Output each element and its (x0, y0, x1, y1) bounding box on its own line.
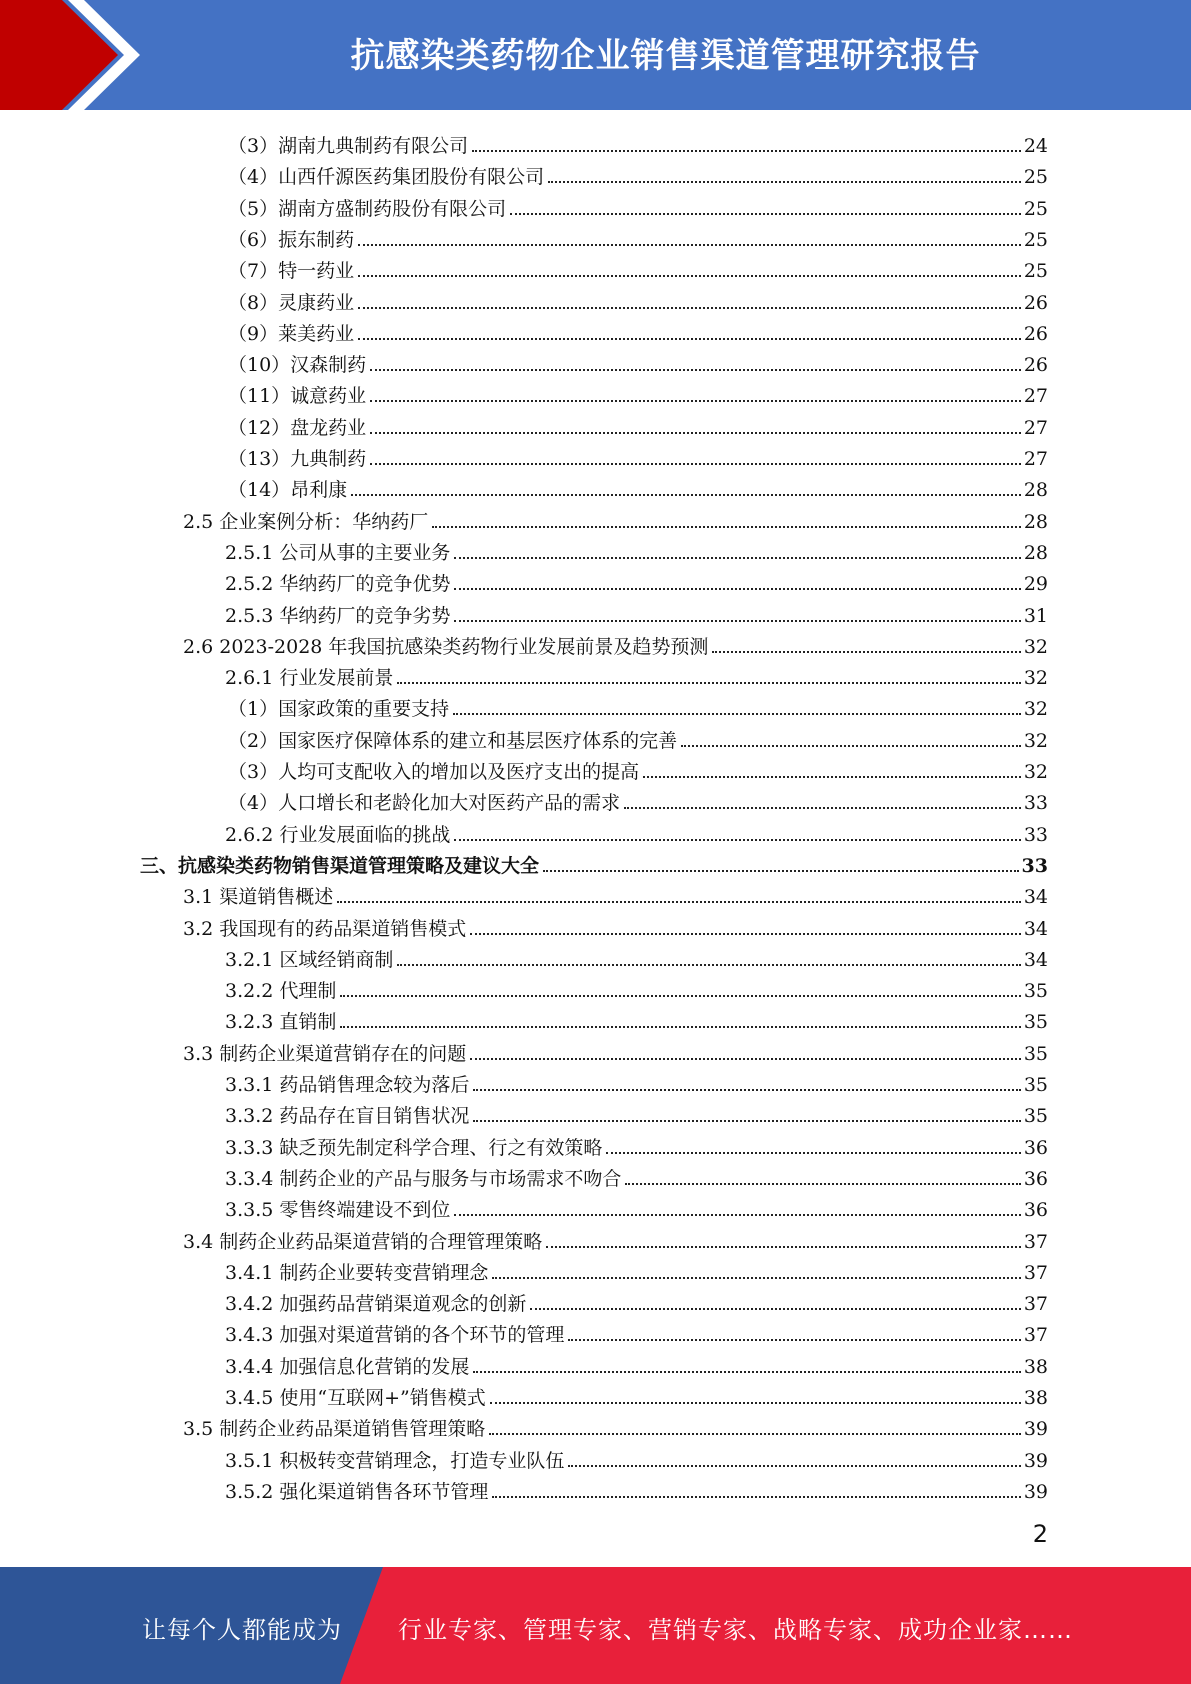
toc-entry-title: 2.5 企业案例分析：华纳药厂 (183, 510, 429, 533)
toc-dot-leader (370, 399, 1021, 402)
toc-dot-leader (643, 775, 1021, 778)
toc-dot-leader (712, 650, 1020, 653)
toc-entry-page: 39 (1023, 1480, 1048, 1503)
toc-dot-leader (358, 243, 1021, 246)
toc-entry-page: 33 (1023, 823, 1048, 846)
toc-entry-title: 2.5.3 华纳药厂的竞争劣势 (225, 604, 451, 627)
toc-entry[interactable] (225, 1129, 1048, 1160)
toc-entry-page: 33 (1021, 854, 1048, 877)
toc-entry-page: 26 (1023, 291, 1048, 314)
toc-dot-leader (454, 1213, 1020, 1216)
toc-entry-page: 37 (1023, 1261, 1048, 1284)
toc-entry-title: 3.3.1 药品销售理念较为落后 (225, 1074, 470, 1096)
toc-entry-title: 2.5.1 公司从事的主要业务 (225, 541, 451, 564)
toc-entry[interactable] (228, 722, 1048, 753)
toc-entry-page: 32 (1023, 729, 1048, 752)
toc-entry[interactable] (228, 158, 1048, 189)
toc-dot-leader (358, 337, 1021, 340)
toc-dot-leader (454, 838, 1020, 841)
toc-entry[interactable] (225, 659, 1048, 690)
toc-entry[interactable] (228, 221, 1048, 252)
toc-entry-page: 32 (1023, 667, 1048, 690)
toc-entry[interactable] (228, 784, 1048, 815)
toc-entry-page: 27 (1023, 448, 1048, 470)
toc-entry-page: 26 (1023, 354, 1048, 377)
toc-entry-title: （9）莱美药业 (228, 322, 355, 345)
toc-entry-title: 3.3.2 药品存在盲目销售状况 (225, 1105, 470, 1128)
toc-entry[interactable] (225, 1316, 1048, 1347)
toc-entry-title: 3.2 我国现有的药品渠道销售模式 (183, 917, 467, 940)
toc-entry-title: （5）湖南方盛制药股份有限公司 (228, 197, 507, 220)
toc-entry[interactable] (228, 315, 1048, 346)
toc-entry[interactable] (225, 565, 1048, 596)
toc-entry-title: 3.5.1 积极转变营销理念，打造专业队伍 (225, 1449, 565, 1472)
toc-dot-leader (370, 431, 1021, 434)
toc-dot-leader (492, 1495, 1020, 1498)
toc-dot-leader (473, 1370, 1020, 1373)
toc-entry[interactable] (183, 910, 1048, 941)
toc-entry-page: 38 (1023, 1355, 1048, 1378)
toc-entry-title: （8）灵康药业 (228, 291, 355, 314)
toc-entry-page: 26 (1023, 322, 1048, 345)
toc-dot-leader (624, 806, 1021, 809)
toc-entry-page: 34 (1023, 886, 1048, 909)
toc-entry-title: 3.2.2 代理制 (225, 980, 337, 1003)
toc-entry[interactable] (225, 1442, 1048, 1473)
toc-entry-page: 37 (1023, 1324, 1048, 1347)
toc-entry[interactable] (228, 440, 1048, 471)
toc-entry[interactable] (183, 628, 1048, 659)
toc-dot-leader (358, 274, 1021, 277)
toc-dot-leader (370, 462, 1021, 465)
toc-entry[interactable] (225, 1097, 1048, 1128)
toc-entry-title: 3.3.4 制药企业的产品与服务与市场需求不吻合 (225, 1167, 622, 1190)
toc-entry-title: （1）国家政策的重要支持 (228, 698, 450, 721)
toc-entry[interactable] (225, 1379, 1048, 1410)
toc-entry-page: 34 (1023, 917, 1048, 940)
toc-dot-leader (340, 1025, 1020, 1028)
toc-entry-title: （12）盘龙药业 (228, 416, 367, 439)
toc-entry[interactable] (225, 816, 1048, 847)
toc-dot-leader (546, 1245, 1021, 1248)
toc-dot-leader (454, 556, 1020, 559)
toc-entry-title: （4）山西仟源医药集团股份有限公司 (228, 166, 545, 189)
toc-dot-leader (470, 1057, 1021, 1060)
toc-entry-page: 32 (1023, 698, 1048, 721)
footer-slogan-left: 让每个人都能成为 (142, 1616, 342, 1644)
toc-entry-title: （4）人口增长和老龄化加大对医药产品的需求 (228, 792, 621, 815)
toc-entry[interactable] (225, 1003, 1048, 1034)
toc-entry-page: 25 (1023, 260, 1048, 283)
page-number: 2 (1032, 1520, 1048, 1548)
toc-dot-leader (358, 306, 1021, 309)
toc-dot-leader (492, 1276, 1020, 1279)
toc-entry-title: 3.3 制药企业渠道营销存在的问题 (183, 1042, 467, 1065)
toc-dot-leader (432, 525, 1021, 528)
toc-dot-leader (397, 681, 1020, 684)
toc-dot-leader (530, 1307, 1020, 1310)
toc-entry-title: （14）昂利康 (228, 479, 348, 502)
toc-dot-leader (568, 1338, 1020, 1341)
toc-dot-leader (490, 1401, 1021, 1404)
toc-entry[interactable] (225, 1191, 1048, 1222)
toc-entry[interactable] (228, 127, 1048, 158)
toc-entry-page: 25 (1023, 166, 1048, 189)
toc-entry-title: 2.6.2 行业发展面临的挑战 (225, 823, 451, 846)
toc-entry-title: 三、抗感染类药物销售渠道管理策略及建议大全 (140, 854, 540, 877)
toc-entry-page: 29 (1023, 573, 1048, 596)
toc-dot-leader (606, 1151, 1020, 1154)
toc-entry-page: 36 (1023, 1167, 1048, 1190)
toc-entry[interactable] (225, 1160, 1048, 1191)
toc-entry[interactable] (183, 1035, 1048, 1066)
toc-dot-leader (681, 744, 1021, 747)
toc-entry-page: 27 (1023, 385, 1048, 408)
toc-entry[interactable] (228, 690, 1048, 721)
toc-entry-title: 3.4.2 加强药品营销渠道观念的创新 (225, 1293, 527, 1316)
toc-entry-title: 2.6 2023-2028 年我国抗感染类药物行业发展前景及趋势预测 (183, 635, 709, 658)
toc-dot-leader (472, 149, 1021, 152)
footer-slogan-right: 行业专家、管理专家、营销专家、战略专家、成功企业家…… (398, 1616, 1073, 1644)
toc-entry-title: （2）国家医疗保障体系的建立和基层医疗体系的完善 (228, 729, 678, 752)
toc-entry[interactable] (225, 1348, 1048, 1379)
report-title: 抗感染类药物企业销售渠道管理研究报告 (350, 36, 981, 76)
header-chevron-decoration (0, 0, 160, 110)
toc-entry-title: （6）振东制药 (228, 228, 355, 251)
toc-entry-page: 36 (1023, 1199, 1048, 1222)
toc-dot-leader (397, 963, 1020, 966)
toc-dot-leader (453, 712, 1021, 715)
toc-entry-title: 3.5 制药企业药品渠道销售管理策略 (183, 1418, 486, 1441)
toc-entry-title: 2.6.1 行业发展前景 (225, 667, 394, 690)
toc-entry[interactable] (228, 190, 1048, 221)
footer-banner (0, 1567, 1191, 1684)
toc-entry-title: （11）诚意药业 (228, 385, 367, 408)
toc-entry-title: 3.4.5 使用“互联网+”销售模式 (225, 1387, 486, 1409)
toc-entry-title: 3.5.2 强化渠道销售各环节管理 (225, 1480, 489, 1503)
toc-entry[interactable] (183, 503, 1048, 534)
toc-entry-page: 32 (1023, 635, 1048, 658)
toc-entry[interactable] (225, 1285, 1048, 1316)
toc-entry-page: 25 (1023, 228, 1048, 251)
toc-dot-leader (548, 180, 1021, 183)
toc-entry[interactable] (228, 471, 1048, 502)
toc-entry-page: 39 (1023, 1418, 1048, 1441)
report-header (0, 0, 1191, 110)
toc-entry[interactable] (228, 346, 1048, 377)
toc-entry-page: 35 (1023, 1042, 1048, 1065)
toc-dot-leader (510, 212, 1021, 215)
toc-dot-leader (568, 1464, 1020, 1467)
toc-entry-page: 28 (1023, 541, 1048, 564)
toc-entry-page: 28 (1023, 510, 1048, 533)
toc-entry[interactable] (183, 1410, 1048, 1441)
toc-entry-page: 36 (1023, 1136, 1048, 1159)
toc-dot-leader (340, 994, 1020, 997)
toc-entry-page: 31 (1023, 604, 1048, 627)
toc-entry-title: 3.3.5 零售终端建设不到位 (225, 1199, 451, 1222)
toc-entry-page: 39 (1023, 1449, 1048, 1472)
toc-entry-title: 3.4.4 加强信息化营销的发展 (225, 1355, 470, 1378)
toc-dot-leader (489, 1432, 1021, 1435)
toc-entry-page: 25 (1023, 197, 1048, 220)
toc-entry-page: 28 (1023, 479, 1048, 502)
toc-entry-title: 3.2.3 直销制 (225, 1011, 337, 1034)
toc-dot-leader (454, 587, 1020, 590)
toc-entry-title: （3）人均可支配收入的增加以及医疗支出的提高 (228, 761, 640, 783)
toc-entry-title: 3.4.1 制药企业要转变营销理念 (225, 1261, 489, 1284)
toc-entry-page: 35 (1023, 1074, 1048, 1096)
toc-entry-title: 3.2.1 区域经销商制 (225, 948, 394, 971)
toc-entry-page: 37 (1023, 1230, 1048, 1253)
toc-entry[interactable] (225, 972, 1048, 1003)
toc-entry[interactable] (225, 534, 1048, 565)
toc-dot-leader (473, 1088, 1020, 1091)
toc-entry-title: 3.3.3 缺乏预先制定科学合理、行之有效策略 (225, 1136, 603, 1159)
toc-entry-page: 35 (1023, 1011, 1048, 1034)
toc-entry-title: （10）汉森制药 (228, 354, 367, 377)
toc-entry-page: 33 (1023, 792, 1048, 815)
toc-dot-leader (351, 493, 1021, 496)
toc-entry[interactable] (228, 409, 1048, 440)
toc-entry[interactable] (225, 1473, 1048, 1504)
toc-entry[interactable] (228, 377, 1048, 408)
toc-entry[interactable] (183, 878, 1048, 909)
toc-entry[interactable] (225, 1254, 1048, 1285)
toc-entry[interactable] (183, 1223, 1048, 1254)
toc-entry[interactable] (228, 753, 1048, 784)
toc-dot-leader (370, 368, 1021, 371)
toc-entry-page: 35 (1023, 980, 1048, 1003)
toc-entry-title: 3.1 渠道销售概述 (183, 886, 334, 909)
toc-dot-leader (337, 900, 1021, 903)
toc-entry[interactable] (140, 847, 1048, 878)
toc-entry-page: 32 (1023, 761, 1048, 783)
toc-entry[interactable] (228, 284, 1048, 315)
toc-entry[interactable] (225, 941, 1048, 972)
toc-dot-leader (473, 1119, 1020, 1122)
toc-entry-title: 2.5.2 华纳药厂的竞争优势 (225, 573, 451, 596)
toc-dot-leader (454, 619, 1020, 622)
toc-dot-leader (625, 1182, 1020, 1185)
toc-entry-page: 34 (1023, 948, 1048, 971)
toc-entry-page: 37 (1023, 1293, 1048, 1316)
toc-dot-leader (543, 869, 1019, 872)
toc-entry-title: 3.4 制药企业药品渠道营销的合理管理策略 (183, 1230, 543, 1253)
toc-entry-title: （3）湖南九典制药有限公司 (228, 135, 469, 157)
toc-entry[interactable] (225, 597, 1048, 628)
toc-entry-page: 38 (1023, 1387, 1048, 1409)
toc-entry-title: （7）特一药业 (228, 260, 355, 283)
toc-entry-title: （13）九典制药 (228, 448, 367, 470)
toc-entry-title: 3.4.3 加强对渠道营销的各个环节的管理 (225, 1324, 565, 1347)
toc-entry-page: 24 (1023, 135, 1048, 157)
toc-dot-leader (470, 932, 1021, 935)
toc-entry-page: 35 (1023, 1105, 1048, 1128)
toc-entry-page: 27 (1023, 416, 1048, 439)
toc-entry[interactable] (228, 252, 1048, 283)
toc-entry[interactable] (225, 1066, 1048, 1097)
